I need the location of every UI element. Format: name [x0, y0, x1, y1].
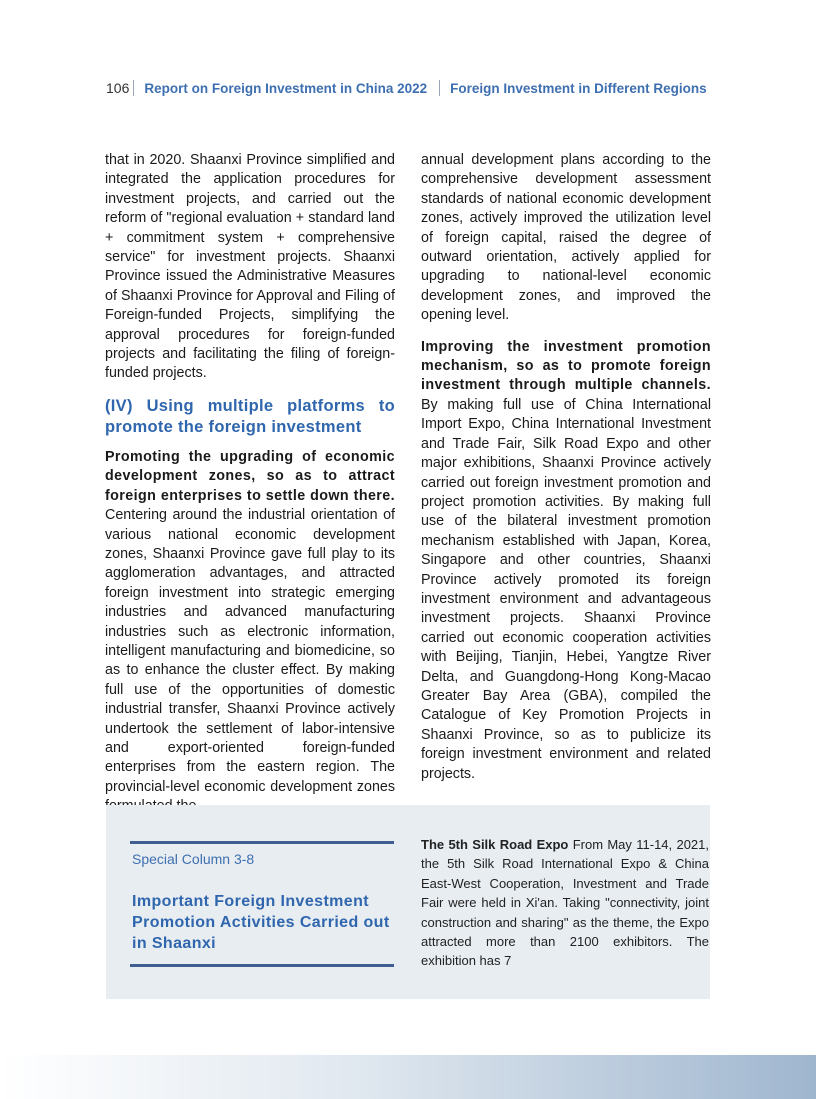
header-divider [439, 80, 440, 96]
body-paragraph [421, 338, 711, 784]
paragraph-lead: Promoting the upgrading of economic development zones, so as to attract foreign enterprises to settle down there. [105, 448, 395, 504]
footer-gradient-band [0, 1055, 816, 1099]
section-heading: (IV) Using multiple platforms to promote the foreign investment [105, 396, 395, 436]
body-paragraph: annual development plans according to the comprehensive development assessment standards of national economic development zones, actively improved the utilization level of foreign capital, raised the degree of outward orientation, actively applied for upgrading to national-level economic development zones, and improved the opening level. [421, 152, 711, 324]
paragraph-body: By making full use of China International Import Expo, China International Investment and Trade Fair, Silk Road Expo and other major exhibitions, Shaanxi Province actively carried out foreign investment promotion and project promotion activities. By making full use of the bilateral investment promotion mechanism established with Japan, Korea, Singapore and other countries, Shaanxi Province actively promoted its foreign investment environment and advantageous investment projects. Shaanxi Province carried out economic cooperation activities with Beijing, Tianjin, Hebei, Yangtze River Delta, and Guangdong-Hong Kong-Macao Greater Bay Area (GBA), compiled the Catalogue of Key Promotion Projects in Shaanxi Province, so as to publicize its foreign investment environment and related projects. [421, 396, 711, 782]
book-title: Report on Foreign Investment in China 2022 [144, 80, 428, 96]
body-paragraph: that in 2020. Shaanxi Province simplified and integrated the application procedures for investment projects, and carried out the reform of "regional evaluation + standard land + commitment system + comprehensive service" for investment projects. Shaanxi Province issued the Administrative Measures of Shaanxi Province for Approval and Filing of Foreign-funded Projects, simplifying the approval procedures for foreign-funded projects and facilitating the filing of foreign-funded projects. [105, 152, 395, 382]
right-column [421, 151, 711, 796]
paragraph-body: Centering around the industrial orientation of various national economic development zones, Shaanxi Province gave full play to its agglomeration advantages, and attracted foreign investment into strategic emerging industries and advanced manufacturing industries such as electronic information, intelligent manufacturing and biomedicine, so as to enhance the cluster effect. By making full use of the opportunities of domestic industrial transfer, Shaanxi Province actively undertook the settlement of labor-intensive and export-oriented foreign-funded enterprises from the eastern region. The provincial-level economic development zones [105, 507, 395, 795]
special-column-rule [130, 841, 394, 844]
running-header [106, 78, 707, 98]
special-column-lead: The 5th Silk Road Expo [421, 837, 569, 852]
special-column-label: Special Column 3-8 [132, 851, 255, 867]
chapter-title: Foreign Investment in Different Regions [450, 80, 707, 96]
special-column-text [421, 835, 709, 971]
paragraph-lead: Improving the investment promotion mechanism, so as to promote foreign investment through multiple channels. [421, 338, 711, 394]
page-number: 106 [106, 80, 130, 96]
special-column-rule [130, 964, 394, 967]
special-column-box [106, 805, 710, 999]
body-paragraph [105, 448, 395, 817]
special-column-body: From May 11-14, 2021, the 5th Silk Road International Expo & China East-West Cooperation, Investment and Trade Fair were held in Xi'an. Taking "connectivity, joint construction and sharing" as the theme, the Expo attracted more than 2100 exhibitors. The exhibition has 7 [421, 837, 710, 969]
special-column-title: Important Foreign Investment Promotion Activities Carried out in Shaanxi [132, 893, 390, 952]
header-divider [133, 80, 134, 96]
left-column [105, 151, 395, 829]
